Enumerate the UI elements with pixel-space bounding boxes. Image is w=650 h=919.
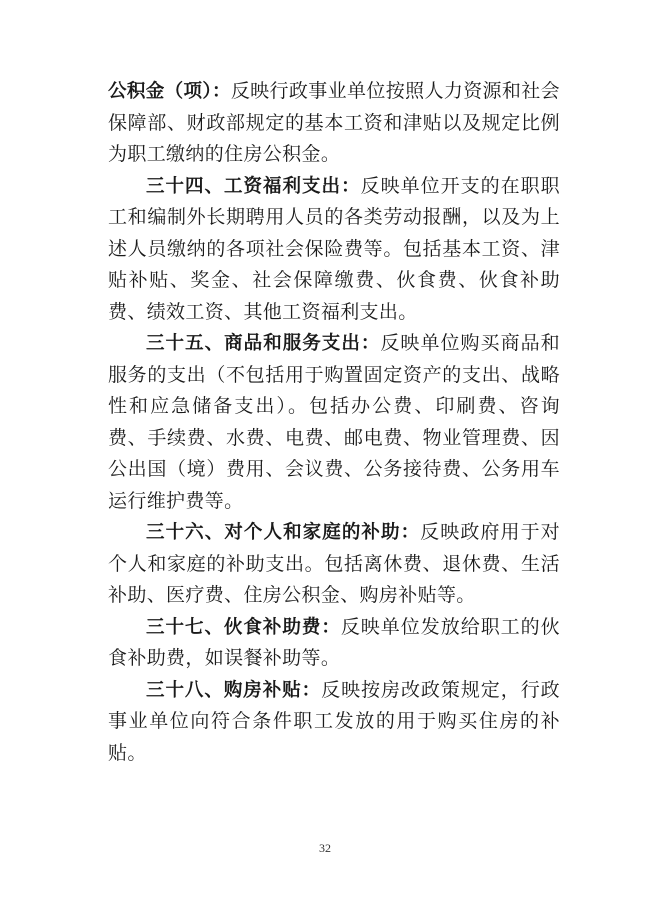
paragraph-34-wage-welfare — [108, 171, 560, 329]
paragraph-35-goods-services — [108, 328, 560, 517]
term-36-household-subsidy: 三十六、对个人和家庭的补助： — [146, 522, 421, 543]
page-number: 32 — [319, 841, 331, 855]
paragraph-housing-fund — [108, 76, 560, 171]
body-35-goods-services: 反映单位购买商品和服务的支出（不包括用于购置固定资产的支出、战略性和应急储备支出）。包括办公费、印刷费、咨询费、手续费、水费、电费、邮电费、物业管理费、因公出国（境）费用、会议费、公务接待费、公务用车运行维护费等。 — [108, 332, 560, 512]
term-34-wage-welfare: 三十四、工资福利支出： — [146, 175, 361, 197]
paragraph-36-household-subsidy — [108, 517, 560, 612]
term-38-housing-subsidy: 三十八、购房补贴： — [146, 679, 322, 701]
term-35-goods-services: 三十五、商品和服务支出： — [146, 333, 381, 354]
body-housing-fund: 反映行政事业单位按照人力资源和社会保障部、财政部规定的基本工资和津贴以及规定比例为职工缴纳的住房公积金。 — [108, 80, 561, 165]
term-housing-fund: 公积金（项）： — [108, 81, 231, 102]
paragraph-38-housing-subsidy — [108, 675, 560, 770]
body-37-meal-subsidy: 反映单位发放给职工的伙食补助费，如误餐补助等。 — [108, 615, 560, 669]
body-34-wage-welfare: 反映单位开支的在职职工和编制外长期聘用人员的各类劳动报酬，以及为上述人员缴纳的各项社会保险费等。包括基本工资、津贴补贴、奖金、社会保障缴费、伙食费、伙食补助费、绩效工资、其他工资福利支出。 — [108, 174, 560, 323]
body-36-household-subsidy: 反映政府用于对个人和家庭的补助支出。包括离休费、退休费、生活补助、医疗费、住房公积金、购房补贴等。 — [108, 521, 560, 606]
term-37-meal-subsidy: 三十七、伙食补助费： — [146, 616, 341, 638]
body-38-housing-subsidy: 反映按房改政策规定，行政事业单位向符合条件职工发放的用于购买住房的补贴。 — [108, 678, 561, 764]
paragraph-37-meal-subsidy — [108, 612, 560, 675]
text-block — [108, 76, 560, 769]
